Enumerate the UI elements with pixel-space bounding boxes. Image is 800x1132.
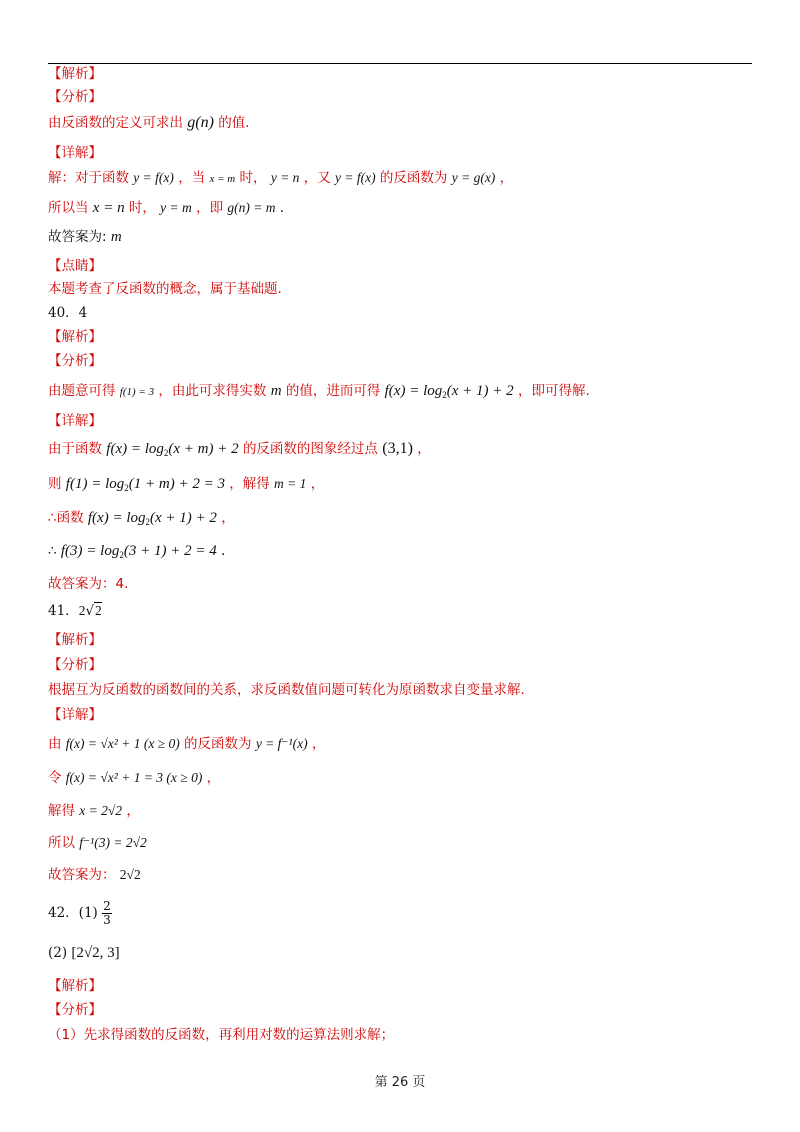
heading-xiangjie: 【详解】 [48, 145, 102, 161]
q40-answer: 故答案为：4. [48, 576, 129, 592]
q42-part2-answer: (2) [2√2, 3] [48, 945, 120, 961]
header-rule [48, 63, 752, 64]
q41-solution-line-4: 所以 f⁻¹(3) = 2√2 [48, 835, 147, 851]
q40-solution-line-4: ∴ $f(3) = \log_2(3 + 1) + 2 = 4$ . [48, 543, 226, 560]
q41-solution-line-1: 由 f(x) = √x² + 1 (x ≥ 0) 的反函数为 y = f⁻¹(x) ， [48, 736, 326, 752]
q42-fenxi-text: （1）先求得函数的反函数，再利用对数的运算法则求解； [48, 1027, 395, 1043]
q42-heading-fenxi: 【分析】 [48, 1002, 102, 1018]
q41-solution-line-2: 令 f(x) = √x² + 1 = 3 (x ≥ 0) ， [48, 770, 221, 786]
heading-fenxi: 【分析】 [48, 89, 102, 105]
heading-dianjing: 【点睛】 [48, 258, 102, 274]
q39-dianjing-text: 本题考查了反函数的概念，属于基础题. [48, 281, 282, 297]
page-number: 第 26 页 [374, 1075, 426, 1090]
q41-number-answer: 41．2√2 [48, 603, 102, 619]
q40-number: 40．4 [48, 305, 88, 321]
q42-heading-jiexi: 【解析】 [48, 978, 102, 994]
q40-solution-line-2: 则 $f(1) = \log_2(1 + m) + 2 = 3$ ，解得 m = 1 ， [48, 476, 325, 493]
q40-fenxi-line: 由题意可得 f(1) = 3 ，由此可求得实数 m 的值，进而可得 $f(x) = \log_2(x + 1) + 2$ ，即可得解. [48, 383, 590, 400]
q39-solution-line-2: 所以当 x = n 时， y = m ，即 g(n) = m . [48, 200, 285, 216]
q41-heading-fenxi: 【分析】 [48, 657, 102, 673]
q40-heading-xiangjie: 【详解】 [48, 413, 102, 429]
q41-heading-xiangjie: 【详解】 [48, 707, 102, 723]
q41-answer: 故答案为： 2√2 [48, 867, 141, 883]
q39-solution-line-1: 解：对于函数 y = f(x) ，当 x = m 时， y = n ，又 y = f(x) 的反函数为 y = g(x) ， [48, 170, 514, 186]
q40-heading-fenxi: 【分析】 [48, 353, 102, 369]
q39-answer: 故答案为: m [48, 229, 122, 245]
q41-heading-jiexi: 【解析】 [48, 632, 102, 648]
q41-solution-line-3: 解得 x = 2√2 ， [48, 803, 140, 819]
q42-part1-answer: 42．(1) $\frac{2}{3}$ [48, 899, 111, 927]
q40-solution-line-1: 由于函数 $f(x) = \log_2(x + m) + 2$ 的反函数的图象经过点 (3,1) ， [48, 440, 431, 458]
q39-fenxi-line: 由反函数的定义可求出 g(n) 的值. [48, 114, 250, 131]
q41-fenxi-text: 根据互为反函数的函数间的关系，求反函数值问题可转化为原函数求自变量求解. [48, 682, 525, 698]
q40-heading-jiexi: 【解析】 [48, 329, 102, 345]
q40-solution-line-3: ∴函数 $f(x) = \log_2(x + 1) + 2$ ， [48, 510, 235, 527]
heading-jiexi: 【解析】 [48, 66, 102, 82]
